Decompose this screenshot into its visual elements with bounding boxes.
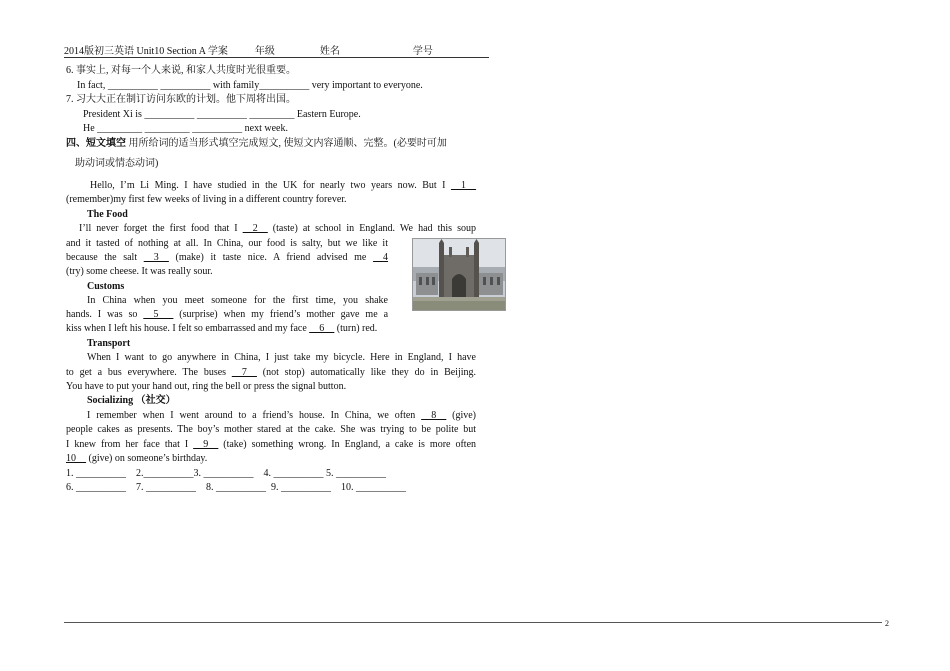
- social-line2: people cakes as presents. The boy’s mother stared at the cake. She was trying to be polite but: [66, 424, 476, 435]
- blank-6: __6__: [309, 323, 335, 334]
- grade-label: 年级: [254, 46, 275, 57]
- transport-line2: to get a bus everywhere. The buses __7__ (not stop) automatically like they do in Beijing.: [66, 367, 477, 378]
- passage-intro-line1: Hello, I’m Li Ming. I have studied in the UK for nearly two years now. But I __1__: [90, 180, 477, 191]
- transport-line1: When I want to go anywhere in China, I just take my bicycle. Here in England, I have: [87, 352, 476, 363]
- q6-chinese: 6. 事实上, 对每一个人来说, 和家人共度时光很重要。: [66, 65, 296, 76]
- blank-3: __3__: [143, 252, 169, 263]
- section4-instruction-cont: 助动词或情态动词): [75, 158, 159, 169]
- answer-row-1: 1. __________ 2.__________3. __________ 4. __________ 5. __________: [66, 468, 386, 479]
- food-line3: because the salt __3__ (make) it taste nice. A friend advised me __4: [66, 252, 389, 263]
- building-photo: [412, 238, 506, 311]
- name-label: 姓名: [319, 46, 340, 57]
- section4-title: 四、短文填空: [66, 138, 126, 149]
- heading-customs: Customs: [87, 281, 125, 292]
- blank-10: 10__: [66, 453, 86, 464]
- footer-rule: [64, 622, 882, 623]
- header-rule: [64, 57, 489, 58]
- customs-line2: hands. I was so __5___ (surprise) when my friend’s mother gave me a: [66, 309, 389, 320]
- blank-7: __7__: [231, 367, 257, 378]
- food-line2: and it tasted of nothing at all. In China, our food is salty, but we like it: [66, 238, 388, 249]
- q7-chinese: 7. 习大大正在制订访问东欧的计划。他下周将出国。: [66, 94, 296, 105]
- section4-heading: [66, 137, 447, 150]
- section4-instruction: 用所给词的适当形式填空完成短文, 使短文内容通顺、完整。(必要时可加: [128, 138, 447, 149]
- q6-english: In fact, __________ __________ with family__________ very important to everyone.: [77, 80, 423, 91]
- social-line1: I remember when I went around to a friend’s house. In China, we often __8__ (give): [87, 410, 477, 421]
- q7-english-1: President Xi is __________ __________ _________ Eastern Europe.: [83, 109, 361, 120]
- blank-8: __8__: [421, 410, 447, 421]
- student-no-label: 学号: [412, 46, 433, 57]
- page-number: 2: [885, 619, 889, 628]
- transport-line3: You have to put your hand out, ring the bell or press the signal button.: [66, 381, 347, 392]
- q7-english-2: He _________ _________ __________ next week.: [83, 123, 288, 134]
- heading-food: The Food: [87, 209, 128, 220]
- customs-line3: kiss when I left his house. I felt so embarrassed and my face __6__ (turn) red.: [66, 323, 378, 334]
- social-line4: 10__ (give) on someone’s birthday.: [66, 453, 208, 464]
- blank-4: __4: [373, 252, 389, 263]
- blank-1: __1__: [451, 180, 477, 191]
- blank-9: __9__: [193, 439, 219, 450]
- blank-2: __2__: [242, 223, 268, 234]
- food-line1: I’ll never forget the first food that I __2__ (taste) at school in England. We had this soup: [79, 223, 476, 234]
- customs-line1: In China when you meet someone for the first time, you shake: [87, 295, 388, 306]
- course-title: 2014版初三英语 Unit10 Section A 学案: [64, 46, 228, 57]
- food-line4: (try) some cheese. It was really sour.: [66, 266, 213, 277]
- passage-intro-line2: (remember)my first few weeks of living in a different country forever.: [66, 194, 347, 205]
- answer-row-2: 6. __________ 7. __________ 8. __________ 9. __________ 10. __________: [66, 482, 406, 493]
- heading-transport: Transport: [87, 338, 131, 349]
- social-line3: I knew from her face that I __9__ (take) something wrong. In England, a cake is more often: [66, 439, 477, 450]
- blank-5: __5___: [143, 309, 174, 320]
- heading-socializing: Socializing （社交）: [87, 395, 176, 406]
